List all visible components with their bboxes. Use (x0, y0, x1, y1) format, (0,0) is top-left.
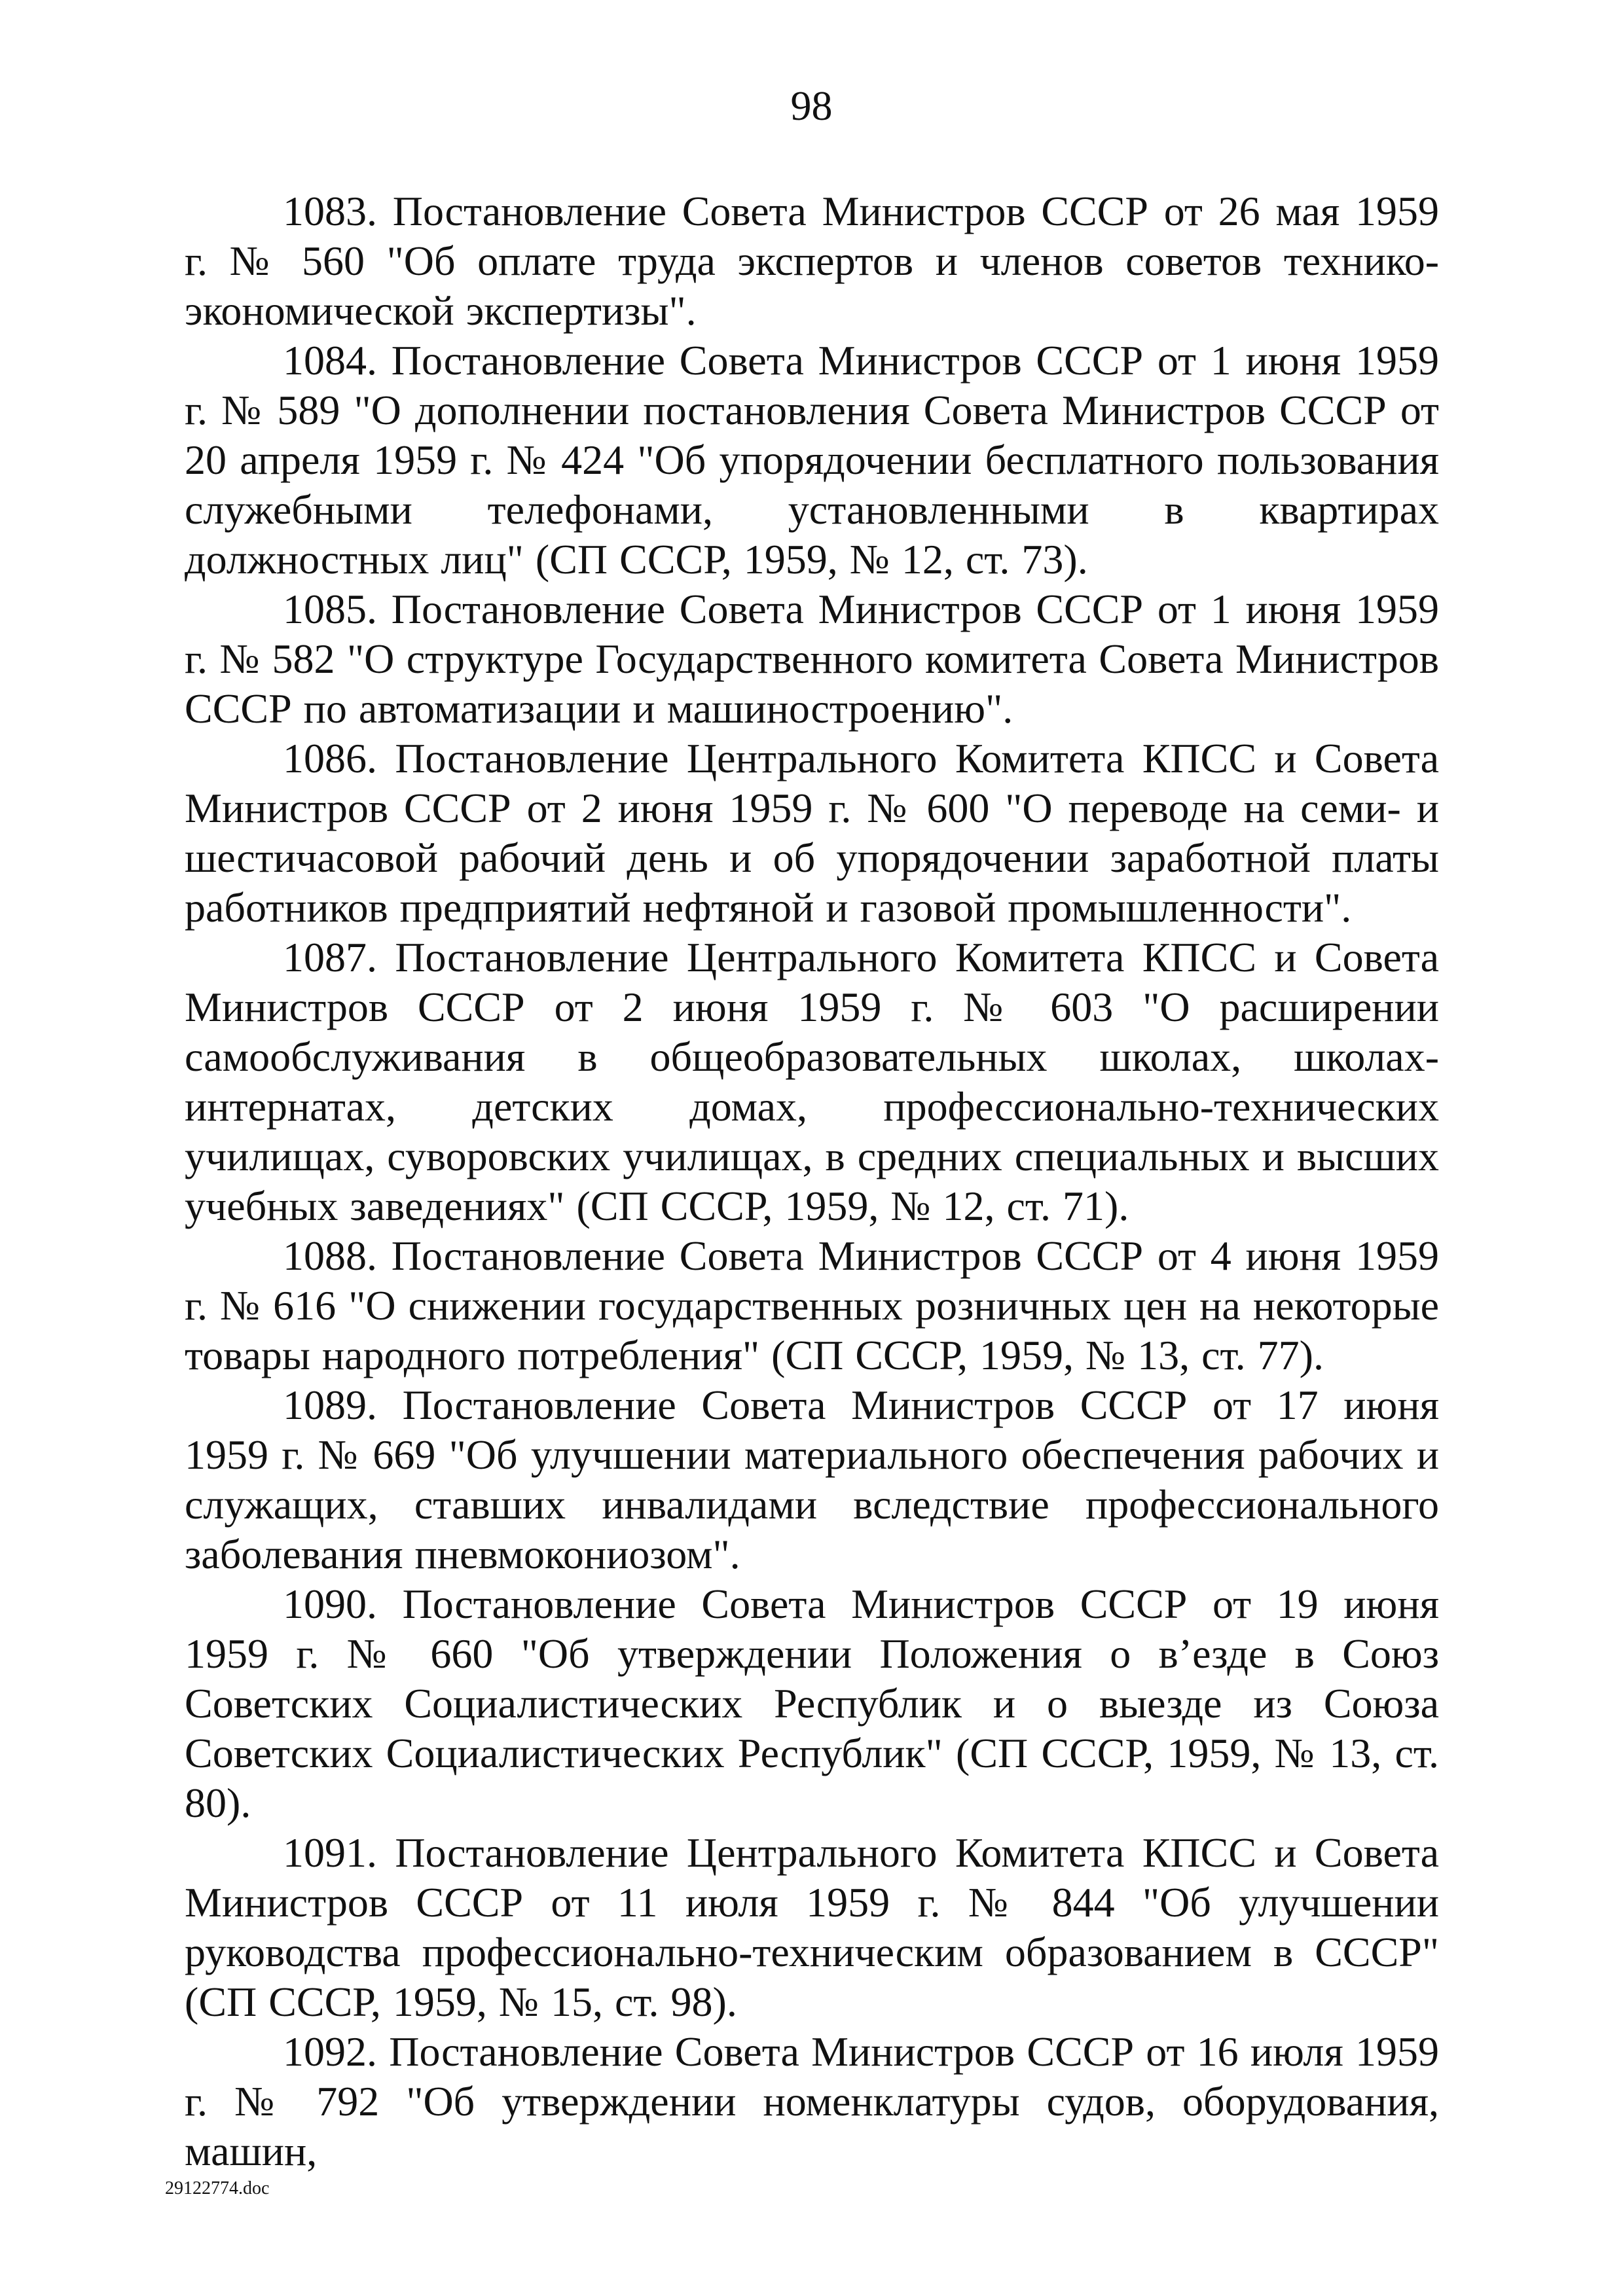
entry-1084: 1084. Постановление Совета Министров СССР от 1 июня 1959 г. № 589 "О дополнении постановления Совета Министров СССР от 20 апреля 1959 г. № 424 "Об упорядочении бесплатного пользования служебными телефонами, установленными в квартирах должностных лиц" (СП СССР, 1959, № 12, ст. 73). (185, 337, 1439, 583)
entry-1090: 1090. Постановление Совета Министров СССР от 19 июня 1959 г. № 660 "Об утверждении Положения о в’езде в Союз Советских Социалистических Республик и о выезде из Союза Советских Социалистических Республик" (СП СССР, 1959, № 13, ст. 80). (185, 1581, 1439, 1826)
entry-1092: 1092. Постановление Совета Министров СССР от 16 июля 1959 г. № 792 "Об утверждении номенклатуры судов, оборудования, машин, (185, 2028, 1439, 2174)
entry-1086: 1086. Постановление Центрального Комитета КПСС и Совета Министров СССР от 2 июня 1959 г. № 600 "О переводе на семи- и шестичасовой рабочий день и об упорядочении заработной платы работников предприятий нефтяной и газовой промышленности". (185, 735, 1439, 931)
entry-1089: 1089. Постановление Совета Министров СССР от 17 июня 1959 г. № 669 "Об улучшении материального обеспечения рабочих и служащих, ставших инвалидами вследствие профессионального заболевания пневмокониозом". (185, 1382, 1439, 1577)
entry-1085: 1085. Постановление Совета Министров СССР от 1 июня 1959 г. № 582 "О структуре Государственного комитета Совета Министров СССР по автоматизации и машиностроению". (185, 586, 1439, 732)
entry-1088: 1088. Постановление Совета Министров СССР от 4 июня 1959 г. № 616 "О снижении государственных розничных цен на некоторые товары народного потребления" (СП СССР, 1959, № 13, ст. 77). (185, 1232, 1439, 1378)
entry-1087: 1087. Постановление Центрального Комитета КПСС и Совета Министров СССР от 2 июня 1959 г. № 603 "О расширении самообслуживания в общеобразовательных школах, школах-интернатах, детских домах, профессионально-технических училищах, суворовских училищах, в средних специальных и высших учебных заведениях" (СП СССР, 1959, № 12, ст. 71). (185, 934, 1439, 1229)
document-body (185, 187, 1439, 2176)
page-number: 98 (790, 82, 833, 129)
entry-1091: 1091. Постановление Центрального Комитета КПСС и Совета Министров СССР от 11 июля 1959 г. № 844 "Об улучшении руководства профессионально-техническим образованием в СССР" (СП СССР, 1959, № 15, ст. 98). (185, 1829, 1439, 2025)
entry-1083: 1083. Постановление Совета Министров СССР от 26 мая 1959 г. № 560 "Об оплате труда экспертов и членов советов технико-экономической экспертизы". (185, 188, 1439, 334)
footer-filename: 29122774.doc (165, 2178, 270, 2198)
